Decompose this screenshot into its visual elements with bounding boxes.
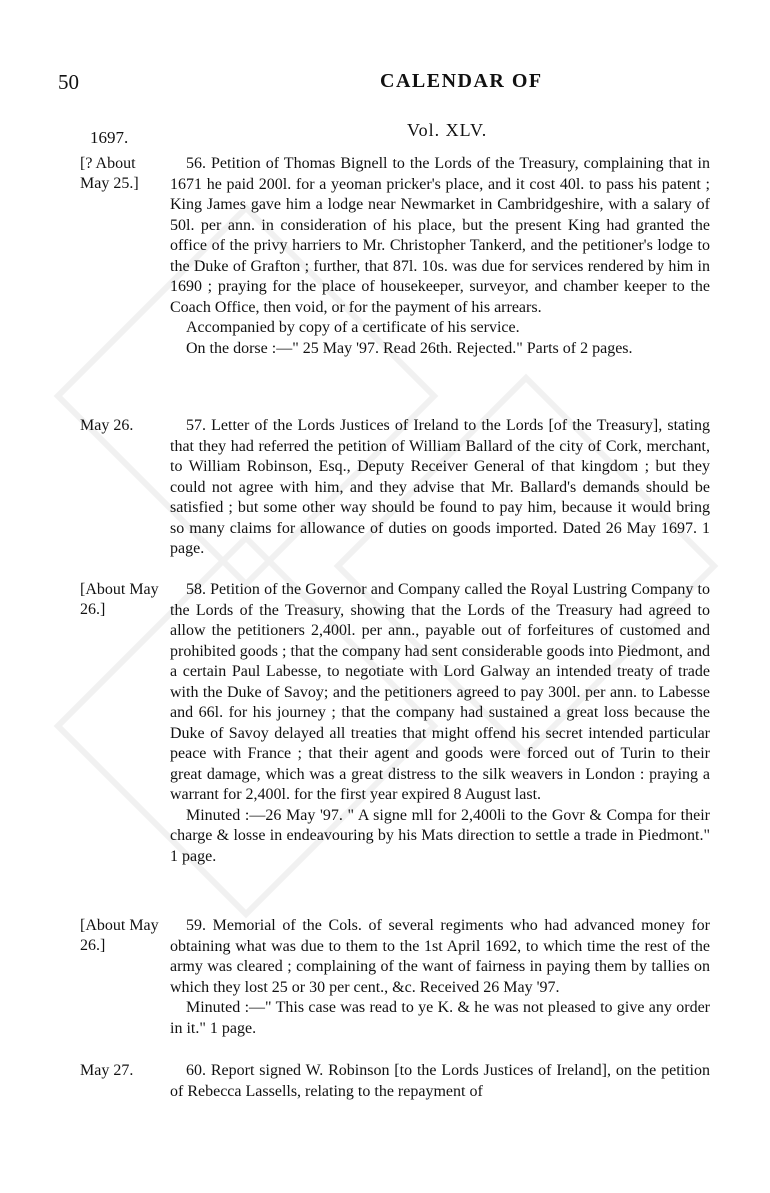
- running-title: CALENDAR OF: [380, 70, 543, 92]
- entry-date: May 27.: [80, 1062, 134, 1079]
- entry-dorse: On the dorse :—" 25 May '97. Read 26th. Rejected." Parts of 2 pages.: [186, 339, 633, 357]
- entry-body: [170, 154, 710, 359]
- page-number: 50: [58, 70, 79, 94]
- entry-text: 59. Memorial of the Cols. of several regiments who had advanced money for obtaining what was due to them to the 1st April 1692, to which time the rest of the army was cleared ; complaining of the want of fairness in paying them by tallies on which they lost 25 or 30 per cent., &c. Received 26 May '97.: [170, 917, 710, 996]
- entry-note: Accompanied by copy of a certificate of his service.: [186, 319, 520, 336]
- entry-text: 56. Petition of Thomas Bignell to the Lords of the Treasury, complaining that in 1671 he paid 200l. for a yeoman pricker's place, and it cost 40l. to pass his patent ; King James gave him a lodge near Newmarket in Cambridgeshire, with a salary of 50l. per ann. in consideration of his place, but the present King had granted the office of the privy harriers to Mr. Christopher Tankerd, and the petitioner's lodge to the Duke of Grafton ; further, that 87l. 10s. was due for services rendered by him in 1690 ; praying for the place of housekeeper, surveyor, and chamber keeper to the Coach Office, then void, or for the payment of his arrears.: [170, 155, 710, 316]
- entry-text: 60. Report signed W. Robinson [to the Lords Justices of Ireland], on the petition of Rebecca Lassells, relating to the repayment of: [170, 1062, 710, 1100]
- entry-text: 58. Petition of the Governor and Company called the Royal Lustring Company to the Lords of the Treasury, showing that the Lords of the Treasury had agreed to allow the petitioners 2,400l. per ann., payable out of forfeitures of customed and prohibited goods ; that the company had sent considerable goods into Piedmont, and a certain Paul Labesse, to negotiate with Lord Galway an intended treaty of trade with the Duke of Savoy; and the petitioners agreed to pay 300l. per ann. to Labesse and 66l. for his journey ; that the company had sustained a great loss because the Duke of Savoy delayed all treaties that might offend his secret intended particular peace with France ; that their agent and goods were forced out of Turin to their great damage, which was a great distress to the silk weavers in London : praying a warrant for 2,400l. for the first year expired 8 August last.: [170, 581, 710, 803]
- entry-minute: Minuted :—26 May '97. " A signe mll for 2,400li to the Govr & Compa for their charge & losse in endeavouring by his Mats direction to settle a trade in Piedmont." 1 page.: [170, 806, 710, 865]
- entry-date: [About May 26.]: [80, 581, 159, 618]
- year-label: 1697.: [90, 128, 129, 147]
- entry-text: 57. Letter of the Lords Justices of Ireland to the Lords [of the Treasury], stating that they had referred the petition of William Ballard of the city of Cork, merchant, to William Robinson, Esq., Deputy Receiver General of that kingdom ; but they could not agree with him, and they advise that Mr. Ballard's demands should be satisfied ; but some other way should be found to pay him, because it would bring so many claims for allowance of duties on goods imported. Dated 26 May 1697. 1 page.: [170, 417, 710, 557]
- entry-body: [170, 916, 710, 1039]
- entry-body: [170, 1061, 710, 1102]
- entry-date: [About May 26.]: [80, 917, 159, 954]
- entry-minute: Minuted :—" This case was read to ye K. & he was not pleased to give any order in it." 1 page.: [170, 999, 710, 1037]
- volume-heading: Vol. XLV.: [407, 120, 488, 140]
- entry-date: May 26.: [80, 417, 134, 434]
- entry-body: [170, 580, 710, 867]
- entry-body: [170, 416, 710, 560]
- entry-date: [? About May 25.]: [80, 155, 139, 192]
